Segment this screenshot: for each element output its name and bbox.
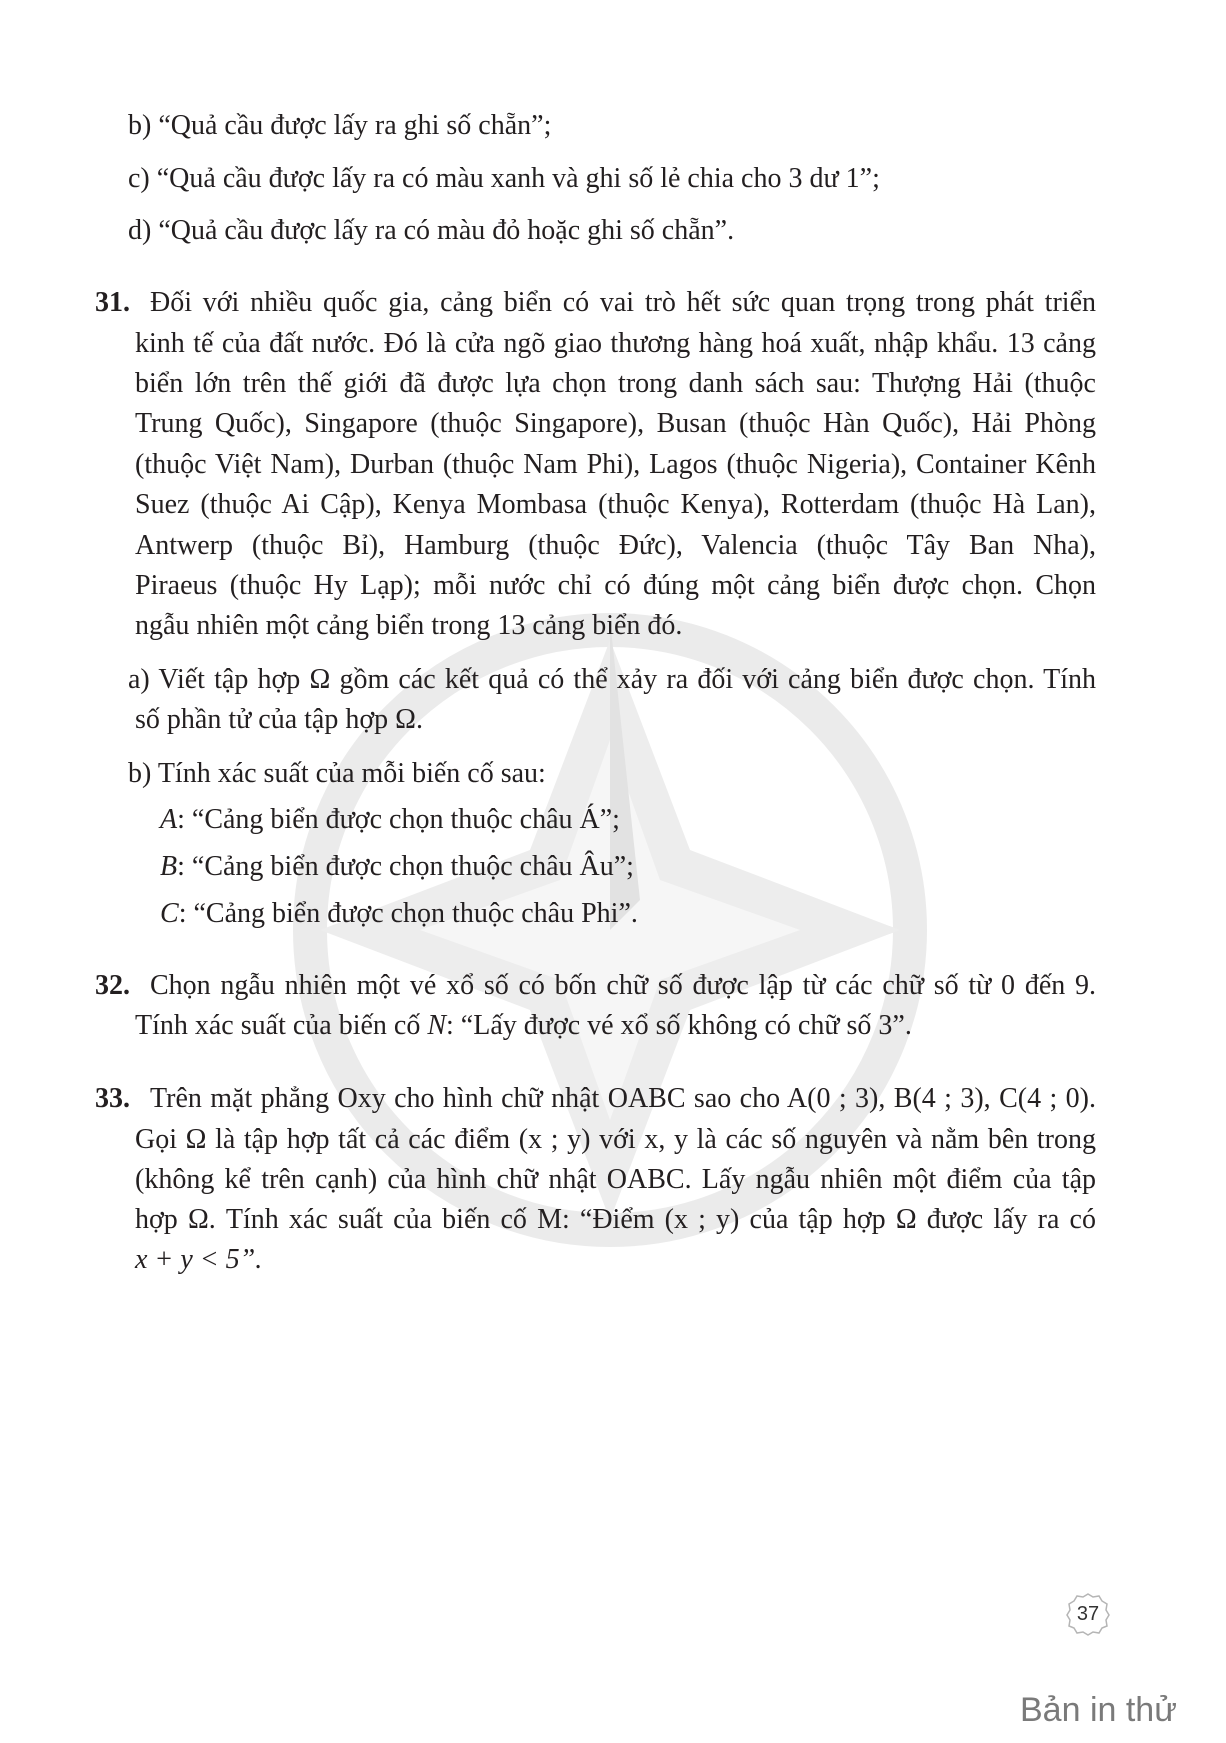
q31-event-c (160, 896, 638, 932)
q30-item-d: d) “Quả cầu được lấy ra có màu đỏ hoặc ghi số chẵn”. (128, 215, 735, 246)
q31-event-a (160, 802, 620, 838)
q31-line-3: biển lớn trên thế giới đã được lựa chọn trong danh sách sau: Thượng Hải (thuộc (135, 368, 1096, 399)
q31-line-1: Đối với nhiều quốc gia, cảng biển có vai trò hết sức quan trọng trong phát triển (150, 287, 1096, 318)
q31-part-a-line-2: số phần tử của tập hợp Ω. (135, 704, 423, 735)
q30-item-b: b) “Quả cầu được lấy ra ghi số chẵn”; (128, 110, 552, 141)
q33-line-2: Gọi Ω là tập hợp tất cả các điểm (x ; y) với x, y là các số nguyên và nằm bên trong (135, 1124, 1096, 1155)
event-text: : “Cảng biển được chọn thuộc châu Âu”; (177, 851, 634, 882)
draft-print-label: Bản in thử (1020, 1691, 1177, 1729)
q32-line-2-post: : “Lấy được vé xổ số không có chữ số 3”. (446, 1010, 912, 1041)
q31-line-4: Trung Quốc), Singapore (thuộc Singapore), Busan (thuộc Hàn Quốc), Hải Phòng (135, 408, 1096, 439)
q31-line-5: (thuộc Việt Nam), Durban (thuộc Nam Phi), Lagos (thuộc Nigeria), Container Kênh (135, 449, 1096, 480)
event-label: C (160, 898, 179, 929)
q33-line-1: Trên mặt phẳng Oxy cho hình chữ nhật OABC sao cho A(0 ; 3), B(4 ; 3), C(4 ; 0). (150, 1083, 1096, 1114)
q32-line-1: Chọn ngẫu nhiên một vé xổ số có bốn chữ số được lập từ các chữ số từ 0 đến 9. (150, 970, 1096, 1001)
q31-line-8: Piraeus (thuộc Hy Lạp); mỗi nước chỉ có đúng một cảng biển được chọn. Chọn (135, 570, 1096, 601)
q31-line-7: Antwerp (thuộc Bỉ), Hamburg (thuộc Đức), Valencia (thuộc Tây Ban Nha), (135, 530, 1096, 561)
q32-line-2 (135, 1008, 912, 1044)
q31-line-9: ngẫu nhiên một cảng biển trong 13 cảng biển đó. (135, 610, 683, 641)
event-label: A (160, 804, 178, 835)
q31-part-a-line-1: a) Viết tập hợp Ω gồm các kết quả có thể xảy ra đối với cảng biển được chọn. Tính (128, 664, 1096, 695)
q32-number: 32. (95, 970, 130, 1001)
q31-line-2: kinh tế của đất nước. Đó là cửa ngõ giao thương hàng hoá xuất, nhập khẩu. 13 cảng (135, 328, 1096, 359)
q32-event-var: N (427, 1010, 447, 1041)
page-number: 37 (1076, 1603, 1100, 1625)
q33-number: 33. (95, 1083, 130, 1114)
event-text: : “Cảng biển được chọn thuộc châu Á”; (177, 804, 620, 835)
q33-line-4: hợp Ω. Tính xác suất của biến cố M: “Điểm (x ; y) của tập hợp Ω được lấy ra có (135, 1204, 1096, 1235)
q31-part-b-intro: b) Tính xác suất của mỗi biến cố sau: (128, 758, 546, 789)
q31-number: 31. (95, 287, 130, 318)
q32-line-2-pre: Tính xác suất của biến cố (135, 1010, 428, 1041)
q30-item-c: c) “Quả cầu được lấy ra có màu xanh và ghi số lẻ chia cho 3 dư 1”; (128, 163, 880, 194)
event-text: : “Cảng biển được chọn thuộc châu Phi”. (178, 898, 638, 929)
q31-line-6: Suez (thuộc Ai Cập), Kenya Mombasa (thuộc Kenya), Rotterdam (thuộc Hà Lan), (135, 489, 1096, 520)
event-label: B (160, 851, 178, 882)
q31-event-b (160, 849, 634, 885)
q33-line-5: x + y < 5”. (135, 1244, 263, 1275)
q33-line-3: (không kể trên cạnh) của hình chữ nhật OABC. Lấy ngẫu nhiên một điểm của tập (135, 1164, 1096, 1195)
